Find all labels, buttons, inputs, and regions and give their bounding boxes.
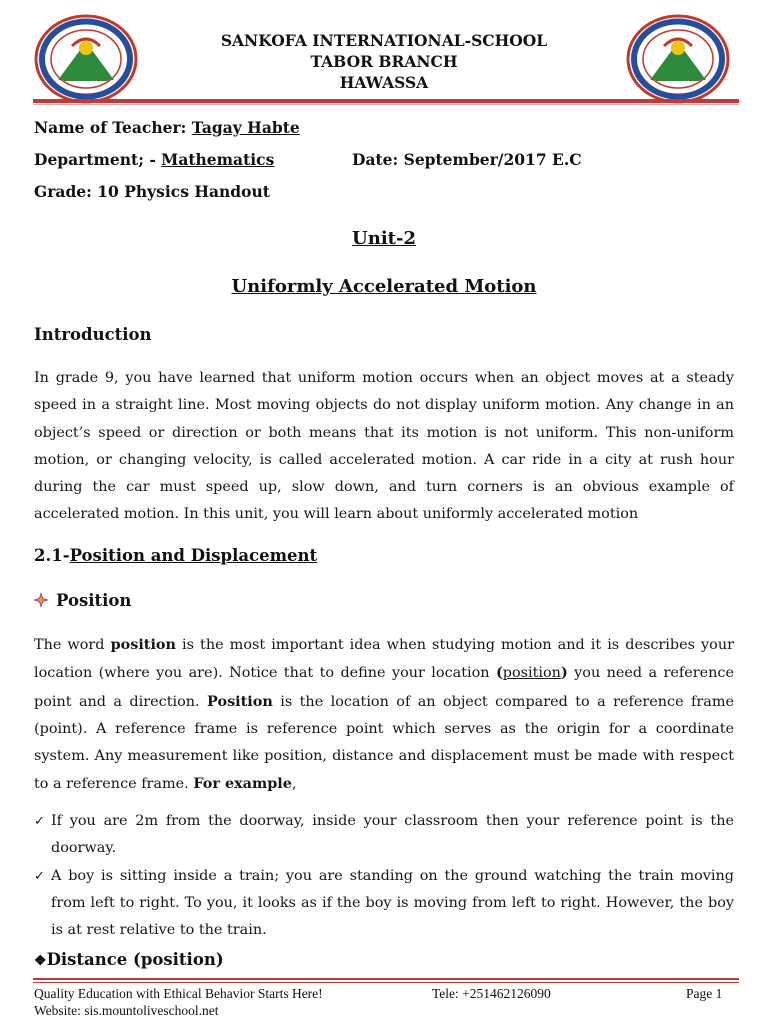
teacher-label: Name of Teacher:	[34, 118, 192, 137]
date-line	[352, 150, 582, 169]
footer-divider-thin	[33, 982, 739, 983]
unit-title: Uniformly Accelerated Motion	[231, 276, 537, 297]
school-branch: TABOR BRANCH	[310, 52, 458, 71]
examples-list	[34, 808, 734, 944]
position-bold-1: position	[110, 636, 176, 653]
teacher-name: Tagay Habte	[191, 118, 300, 137]
list-item	[34, 863, 734, 945]
unit-number: Unit-2	[352, 228, 416, 249]
date-label: Date:	[352, 150, 404, 169]
position-paren-open: (	[495, 664, 503, 682]
teacher-line	[34, 118, 300, 137]
distance-heading	[34, 950, 224, 969]
position-bold-2: Position	[207, 692, 273, 710]
position-text-6: ,	[291, 776, 297, 793]
footer-phone: Tele: +251462126090	[432, 986, 551, 1001]
introduction-paragraph: In grade 9, you have learned that uniform motion occurs when an object moves at a steady speed in a straight line. Most moving objects do not display uniform motion. Any change in an object’s speed or direction or both means that its motion is not uniform. This non-uniform motion, or changing velocity, is called accelerated motion. A car ride in a city at rush hour during the car must speed up, slow down, and turn corners is an obvious example of accelerated motion. In this unit, you will learn about uniformly accelerated motion	[34, 370, 734, 523]
school-name: SANKOFA INTERNATIONAL-SCHOOL	[220, 31, 548, 50]
date-value: September/2017 E.C	[403, 150, 582, 169]
section-heading	[34, 546, 317, 565]
position-text-2: is the most important idea when studying motion and it is describes your location (where you are). Notice that to define your location	[34, 637, 734, 682]
position-text-1: The word	[34, 637, 111, 653]
section-title: Position and Displacement	[69, 546, 318, 565]
introduction-heading: Introduction	[34, 325, 152, 344]
position-paren-close: )	[560, 664, 568, 682]
department-label: Department; -	[34, 150, 162, 169]
star-bullet-icon	[33, 592, 49, 608]
footer-website[interactable]: Website: sis.mountoliveschool.net	[34, 1003, 219, 1018]
footer-divider	[33, 978, 739, 980]
grade-line: Grade: 10 Physics Handout	[34, 182, 270, 201]
example-text: A boy is sitting inside a train; you are standing on the ground watching the train moving from left to right. To you, it looks as if the boy is moving from left to right. However, the boy is at rest relative to the train.	[51, 867, 734, 939]
list-item	[34, 808, 734, 863]
school-city: HAWASSA	[339, 73, 429, 92]
footer-page-number: Page 1	[686, 986, 723, 1001]
position-text-5: is the location of an object compared to a reference frame (point). A reference frame is reference point which serves as the origin for a coordinate system. Any measurement like position, distance and displacement must be made with respect to a reference frame.	[34, 693, 734, 793]
footer-motto: Quality Education with Ethical Behavior Starts Here!	[34, 986, 323, 1001]
header-divider-shadow	[33, 104, 739, 105]
section-number: 2.1-	[34, 546, 70, 565]
check-icon: ✓	[34, 868, 45, 884]
example-text: If you are 2m from the doorway, inside your classroom then your reference point is the doorway.	[51, 813, 734, 857]
position-paragraph	[34, 631, 734, 799]
distance-heading-text: Distance (position)	[46, 950, 224, 969]
department-value: Mathematics	[161, 150, 275, 169]
check-icon: ✓	[34, 814, 45, 829]
position-heading: Position	[56, 591, 132, 610]
department-line	[34, 150, 274, 169]
position-underlined: position	[502, 665, 561, 682]
diamond-bullet-icon: ❖	[34, 953, 47, 969]
position-text-4: you need a reference point and a direction.	[34, 665, 734, 710]
for-example-label: For example	[193, 775, 292, 793]
header-divider	[33, 99, 739, 103]
